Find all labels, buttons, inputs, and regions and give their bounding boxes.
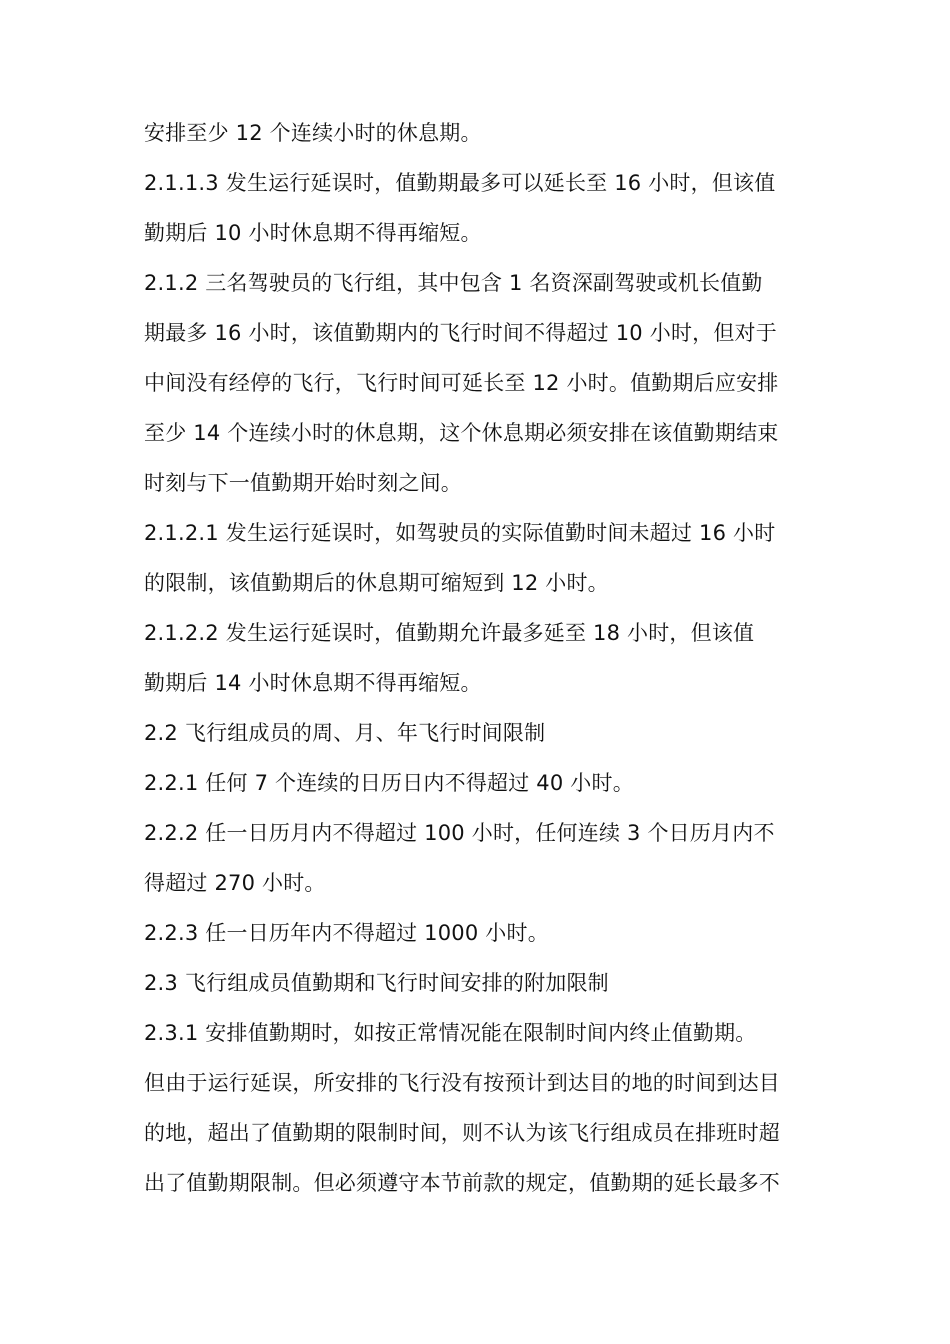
section-heading-line: 2.3 飞行组成员值勤期和飞行时间安排的附加限制: [144, 971, 609, 995]
text-line: 2.2.1 任何 7 个连续的日历日内不得超过 40 小时。: [144, 771, 634, 795]
document-body: [144, 108, 814, 1208]
text-line: 至少 14 个连续小时的休息期，这个休息期必须安排在该值勤期结束: [144, 421, 779, 445]
text-line: 2.1.2 三名驾驶员的飞行组，其中包含 1 名资深副驾驶或机长值勤: [144, 271, 763, 295]
text-line: 2.3.1 安排值勤期时，如按正常情况能在限制时间内终止值勤期。: [144, 1021, 757, 1045]
text-line: 期最多 16 小时，该值勤期内的飞行时间不得超过 10 小时，但对于: [144, 321, 777, 345]
text-line: 安排至少 12 个连续小时的休息期。: [144, 121, 482, 145]
text-line: 时刻与下一值勤期开始时刻之间。: [144, 471, 462, 495]
section-heading-line: 2.2 飞行组成员的周、月、年飞行时间限制: [144, 721, 546, 745]
text-line: 2.1.2.1 发生运行延误时，如驾驶员的实际值勤时间未超过 16 小时: [144, 521, 776, 545]
text-line: 勤期后 14 小时休息期不得再缩短。: [144, 671, 482, 695]
text-line: 中间没有经停的飞行，飞行时间可延长至 12 小时。值勤期后应安排: [144, 371, 779, 395]
text-line: 2.2.3 任一日历年内不得超过 1000 小时。: [144, 921, 549, 945]
text-line: 勤期后 10 小时休息期不得再缩短。: [144, 221, 482, 245]
text-line: 的地，超出了值勤期的限制时间，则不认为该飞行组成员在排班时超: [144, 1121, 780, 1145]
text-line: 2.2.2 任一日历月内不得超过 100 小时，任何连续 3 个日历月内不: [144, 821, 775, 845]
text-line: 的限制，该值勤期后的休息期可缩短到 12 小时。: [144, 571, 609, 595]
text-line: 2.1.2.2 发生运行延误时，值勤期允许最多延至 18 小时，但该值: [144, 621, 755, 645]
text-line: 出了值勤期限制。但必须遵守本节前款的规定，值勤期的延长最多不: [144, 1171, 780, 1195]
text-line: 得超过 270 小时。: [144, 871, 326, 895]
text-line: 但由于运行延误，所安排的飞行没有按预计到达目的地的时间到达目: [144, 1071, 780, 1095]
text-line: 2.1.1.3 发生运行延误时，值勤期最多可以延长至 16 小时，但该值: [144, 171, 776, 195]
